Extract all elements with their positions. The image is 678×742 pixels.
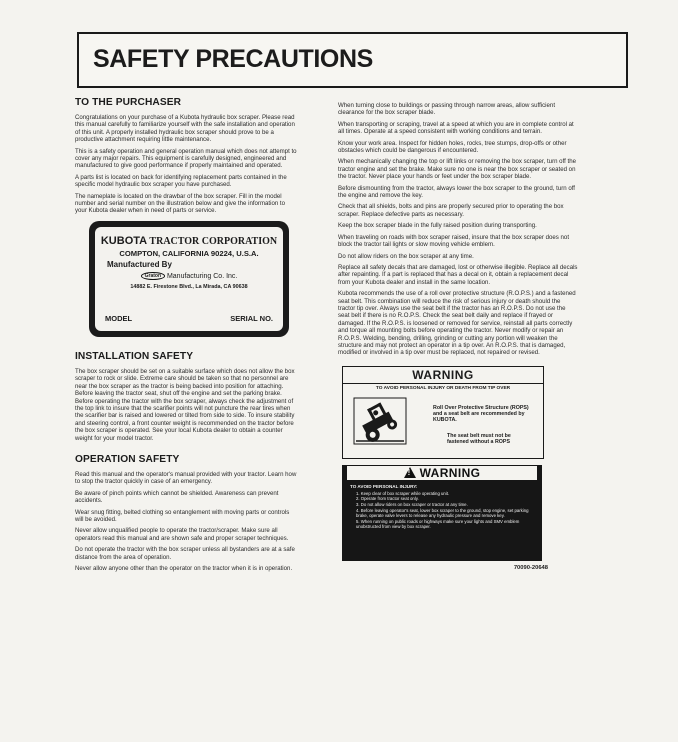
nameplate — [89, 221, 289, 337]
warning-item: 2. Operate from tractor seat only. — [356, 496, 419, 502]
title-box — [77, 32, 628, 88]
warning-subtitle: TO AVOID PERSONAL INJURY OR DEATH FROM TIP OVER — [375, 385, 511, 391]
page-title: SAFETY PRECAUTIONS — [93, 45, 373, 73]
personal-injury-warning-box — [342, 465, 542, 561]
purchaser-heading: TO THE PURCHASER — [75, 97, 182, 108]
nameplate-line1: TRACTOR CORPORATION — [149, 235, 278, 247]
manufacturer-logo: Graton — [141, 272, 165, 280]
operation-heading: OPERATION SAFETY — [75, 453, 180, 465]
left-column — [75, 97, 297, 576]
safety-paragraph: Kubota recommends the use of a roll over protective structure (R.O.P.S.) and a fastened seat belt. This combination will reduce the risk of serious injury or death should the tractor tip over. Always use the seat belt if the tractor has an R.O.P.S. Do not use the seat belt if there is no R.O.P.S. Check the seat belt daily and replace if frayed or damaged. If the R.O.P.S. is loosened or removed for service, reinstall all parts correctly and torque all mounting bolts before operating the tractor. Never modify or repair an R.O.P.S. Welding, bending, drilling, grinding or cutting any portion will weaken the structure and may not protect an operator in a tip over. An R.O.P.S. that is damaged, modified or involved in a tip over must be replaced, not repaired or revised. — [338, 290, 576, 357]
purchaser-paragraph: Congratulations on your purchase of a Kubota hydraulic box scraper. Please read this manual carefully to familiarize yourself with the safe installation and operation of this unit. A properly installed hydraulic box scraper should prove to be a productive attachment requiring little maintenance. — [75, 114, 295, 144]
operation-paragraph: Read this manual and the operator's manual provided with your tractor. Learn how to stop the tractor quickly in case of an emergency. — [75, 470, 297, 486]
operation-paragraph: Never allow anyone other than the operator on the tractor when it is in operation. — [75, 565, 293, 572]
warning-item: 5. When running on public roads or highways make sure your lights and SMV emblem unobstructed from view by box scraper. — [356, 518, 520, 530]
warning-title: WARNING — [419, 465, 481, 480]
warning-title: WARNING — [343, 367, 543, 384]
safety-paragraph: When mechanically changing the top or lift links or removing the box scraper, turn off the tractor engine and set the brake. Make sure no one is near the box scraper or seated on the tractor. Never place your hands or feet under the box scraper blade. — [338, 158, 577, 181]
nameplate-manufacturer: Manufacturing Co. Inc. — [166, 272, 238, 280]
operation-paragraph: Be aware of pinch points which cannot be shielded. Awareness can prevent accidents. — [75, 489, 279, 505]
safety-paragraph: When turning close to buildings or passing through narrow areas, allow sufficient clearance for the box scraper blade. — [338, 102, 556, 117]
safety-paragraph: Check that all shields, bolts and pins are properly secured prior to operating the box scraper. Replace defective parts as necessary. — [338, 203, 564, 218]
nameplate-manufactured-by: Manufactured By — [107, 259, 172, 269]
safety-paragraph: Do not allow riders on the box scraper at any time. — [338, 252, 474, 260]
rops-recommendation: Roll Over Protective Structure (ROPS) and a seat belt are recommended by KUBOTA. — [433, 404, 529, 424]
rops-warning-box — [342, 366, 544, 459]
operation-paragraph: Do not operate the tractor with the box scraper unless all bystanders are at a safe distance from the area of operation. — [75, 546, 295, 561]
nameplate-brand: KUBOTA — [100, 234, 148, 247]
safety-paragraph: When transporting or scraping, travel at a speed at which you are in complete control at all times. Operate at a speed consistent with working conditions and terrain. — [338, 120, 574, 136]
warning-item: 3. Do not allow riders on box scraper or tractor at any time. — [356, 501, 468, 507]
warning-subtitle: TO AVOID PERSONAL INJURY: — [350, 483, 418, 489]
nameplate-manufacturer-address: 14882 E. Firestone Blvd., La Mirada, CA 90638 — [130, 283, 248, 290]
tractor-tip-over-pictogram — [353, 397, 407, 445]
safety-paragraph: Before dismounting from the tractor, always lower the box scraper to the ground, turn off the engine and remove the key. — [338, 184, 575, 200]
safety-paragraph: When traveling on roads with box scraper raised, insure that the box scraper does not block the tractor tail lights or slow moving vehicle emblem. — [338, 233, 570, 249]
part-number: 70090-20648 — [513, 564, 548, 571]
operation-paragraph: Wear snug fitting, belted clothing so entanglement with moving parts or controls will be avoided. — [75, 508, 290, 523]
seat-belt-note: The seat belt must not be fastened without a ROPS — [447, 432, 511, 446]
safety-paragraph: Keep the box scraper blade in the fully raised position during transporting. — [338, 222, 537, 230]
nameplate-address: COMPTON, CALIFORNIA 90224, U.S.A. — [119, 248, 259, 258]
warning-item: 1. Keep clear of box scraper while operating unit. — [356, 490, 450, 496]
warning-item: 4. Before leaving operator's seat, lower box scraper to the ground, stop engine, set parking brake, operate valve levers to release any hydraulic pressure and remove key. — [356, 507, 529, 519]
right-column — [338, 102, 578, 571]
safety-paragraph: Replace all safety decals that are damaged, lost or otherwise illegible. Replace all decals after repainting. If a part is replaced that has a decal on it, obtain a replacement decal from your Kubota dealer and install in the same location. — [338, 263, 578, 286]
warning-triangle-icon — [404, 467, 416, 478]
purchaser-paragraph: A parts list is located on back for identifying replacement parts contained in the specific model hydraulic box scraper you have purchased. — [75, 173, 287, 189]
nameplate-serial-label: SERIAL NO. — [230, 313, 273, 323]
installation-heading: INSTALLATION SAFETY — [75, 350, 194, 362]
installation-paragraph: The box scraper should be set on a suitable surface which does not allow the box scraper to rock or slide. Extreme care should be taken so that no personnel are near the box scraper as the tractor is being backed into position for attaching. Before leaving the tractor seat, shut off the engine and set the parking brake. Before operating the tractor with the box scraper, always check the adjustment of the top link to insure that the scarifier points will not puncture the rear tires when the scarifier bar is raised and lowered or tilted from side to side. To insure stability and steering control, a front counter weight is recommended on the tractor before the box scraper is operated. See your local Kubota dealer to obtain a counter weight for your model tractor. — [75, 367, 295, 442]
nameplate-model-label: MODEL — [105, 313, 133, 323]
operation-paragraph: Never allow unqualified people to operate the tractor/scraper. Make sure all operators read this manual and are shown safe and proper scraper techniques. — [75, 527, 289, 542]
safety-paragraph: Know your work area. Inspect for hidden holes, rocks, tree stumps, drop-offs or other obstacles which could be dangerous if encountered. — [338, 139, 567, 155]
purchaser-paragraph: This is a safety operation and general operation manual which does not attempt to cover any major repairs. This equipment is carefully designed, engineered and manufactured to give good performance if properly maintained and operated. — [75, 147, 297, 170]
purchaser-paragraph: The nameplate is located on the drawbar of the box scraper. Fill in the model number and serial number on the illustration below and give the information to your Kubota dealer when in need of parts or service. — [75, 192, 286, 215]
